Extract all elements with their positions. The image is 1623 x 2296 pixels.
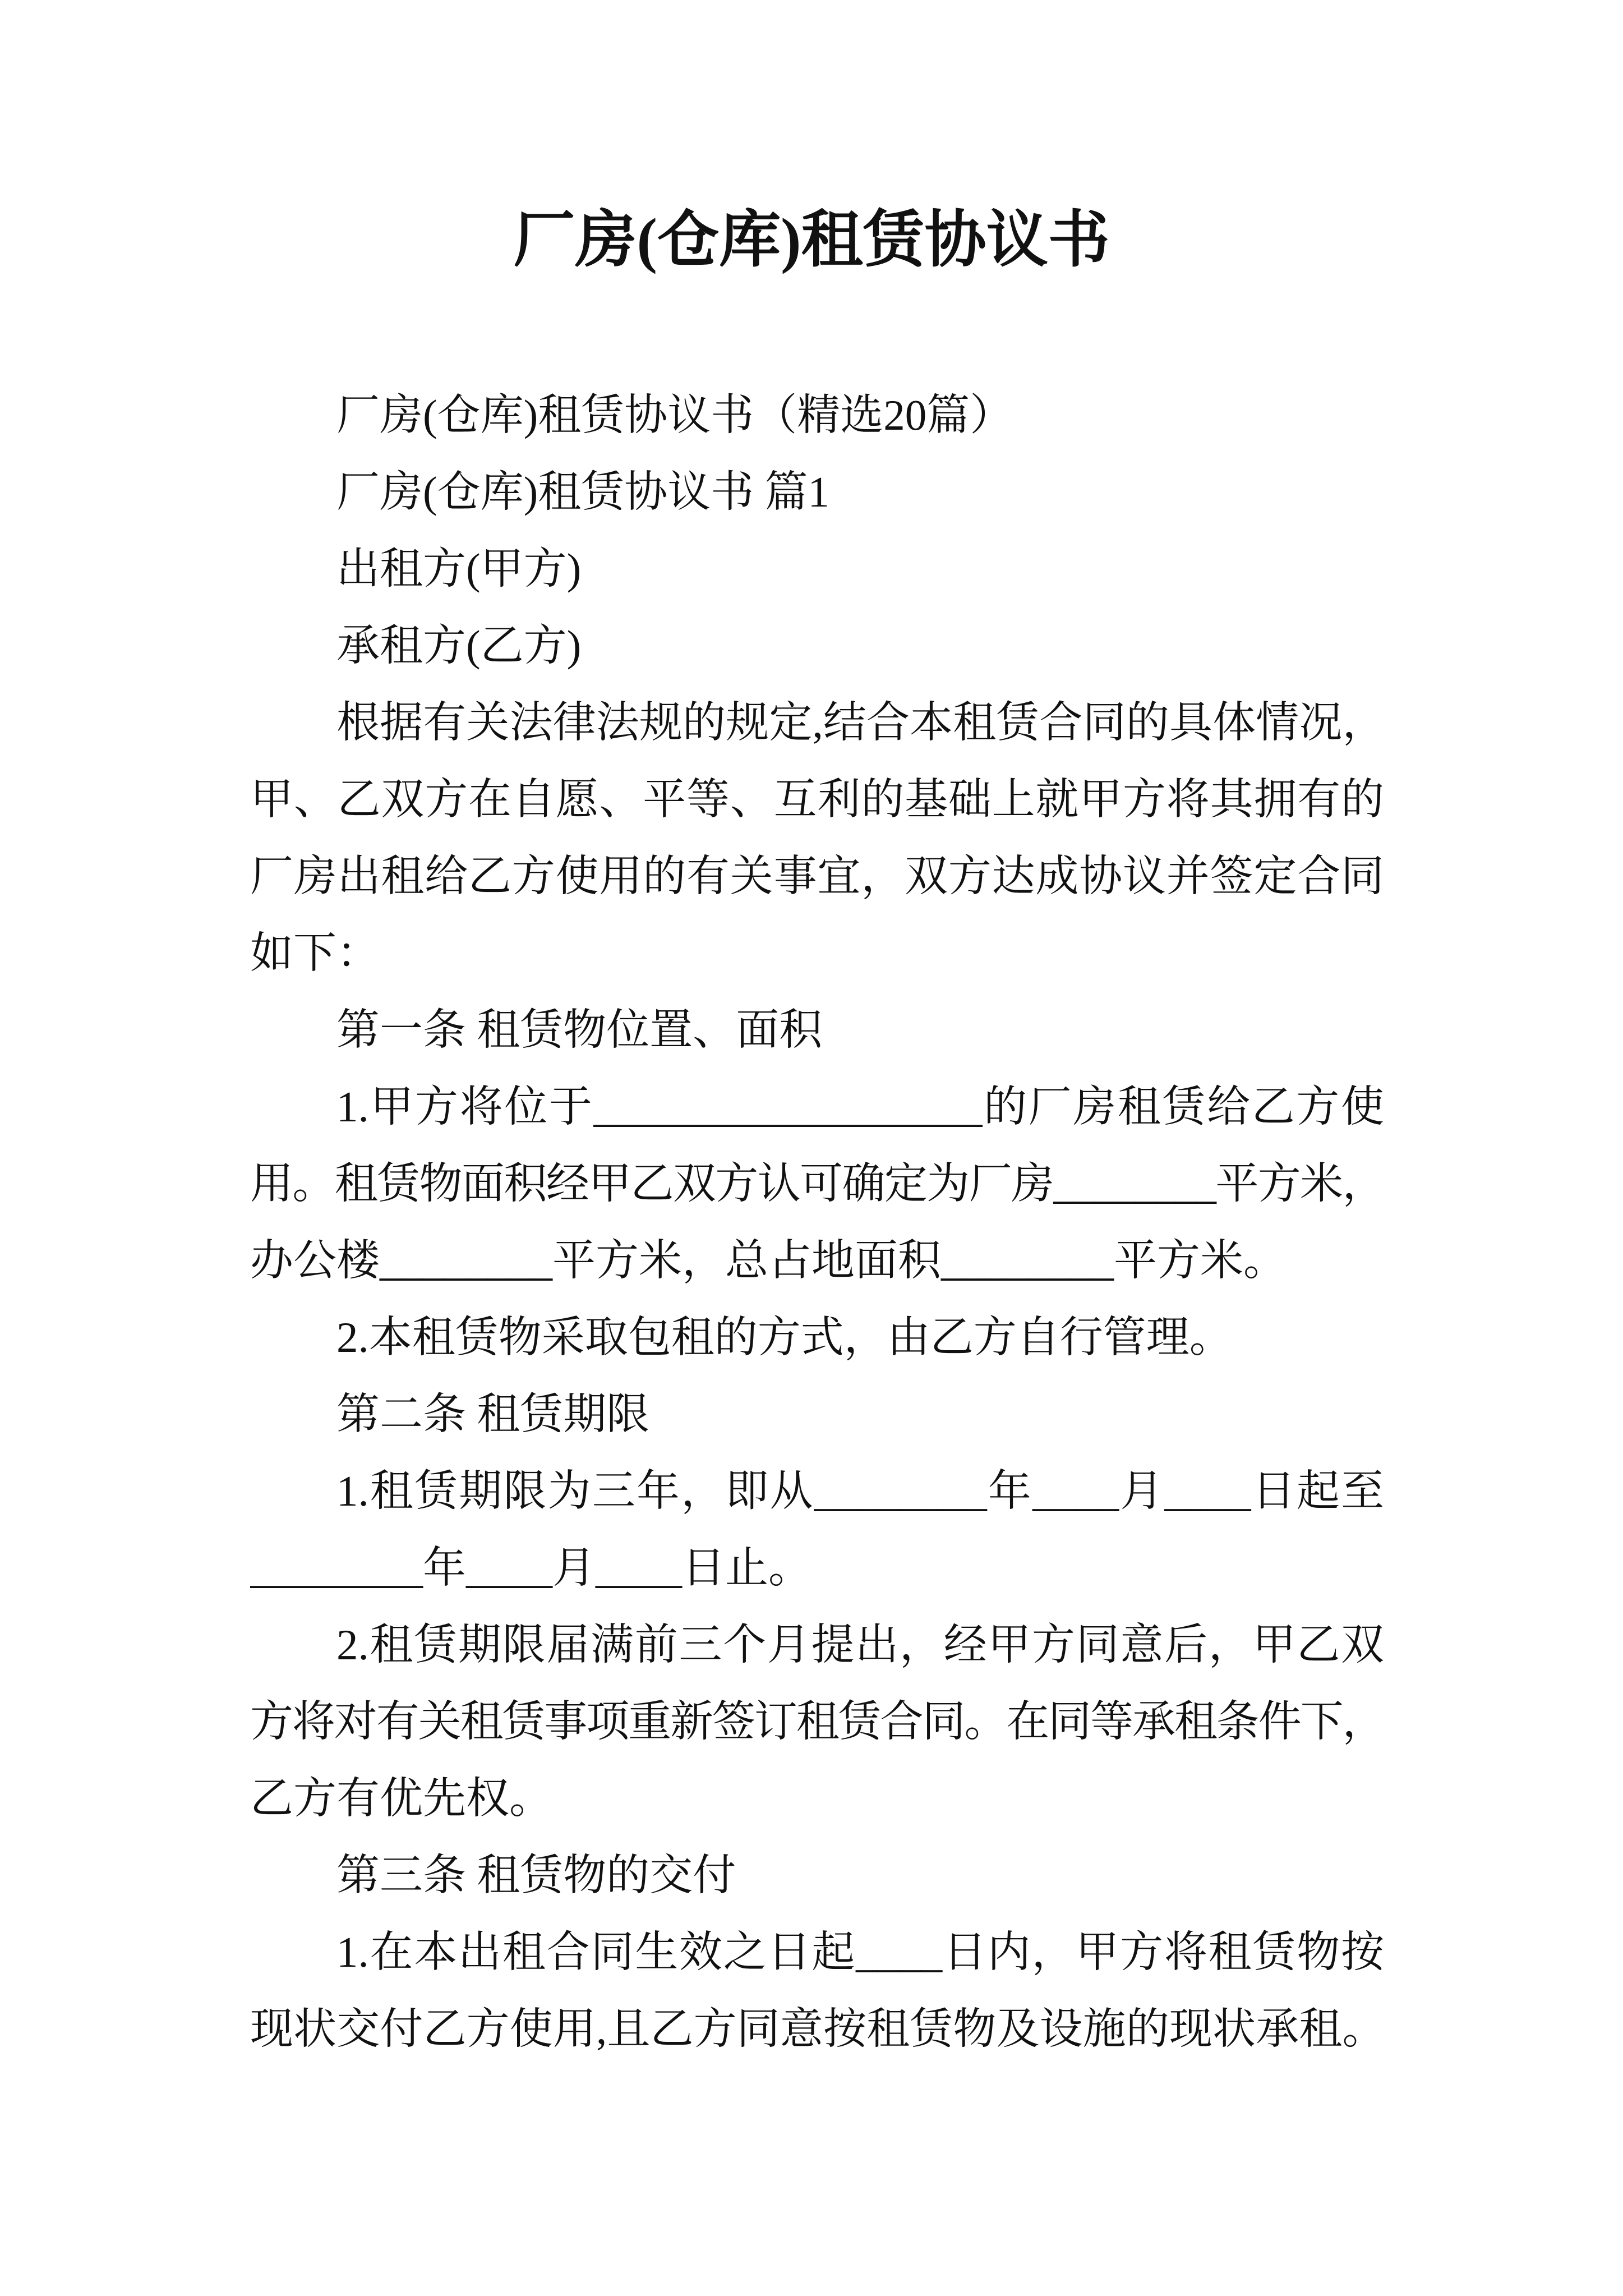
lessee-party-label: [250, 608, 1384, 684]
text-line: 1.甲方将位于__________________的厂房租赁给乙方使: [336, 1083, 1384, 1131]
document-body: [250, 377, 1384, 2068]
text-line: 甲、乙双方在自愿、平等、互利的基础上就甲方将其拥有的: [250, 775, 1384, 823]
text-line: 2.租赁期限届满前三个月提出，经甲方同意后，甲乙双: [336, 1621, 1384, 1669]
clause-3-1: [250, 1914, 1384, 2068]
article-1-heading: [250, 992, 1384, 1069]
text-line: 2.本租赁物采取包租的方式，由乙方自行管理。: [336, 1313, 1233, 1361]
clause-1-1: [250, 1069, 1384, 1299]
clause-1-2: [250, 1299, 1384, 1376]
text-line: 承租方(乙方): [336, 622, 582, 670]
text-line: 出租方(甲方): [336, 545, 582, 593]
preamble-paragraph: [250, 684, 1384, 992]
document-title: 厂房(仓库)租赁协议书: [513, 206, 1110, 274]
text-line: 厂房(仓库)租赁协议书 篇1: [336, 468, 830, 516]
text-line: 乙方有优先权。: [250, 1774, 552, 1823]
text-line: 第一条 租赁物位置、面积: [336, 1006, 823, 1054]
text-line: 用。租赁物面积经甲乙双方认可确定为厂房________平方米，: [250, 1159, 1384, 1208]
text-line: 第三条 租赁物的交付: [336, 1851, 736, 1899]
text-line: 现状交付乙方使用,且乙方同意按租赁物及设施的现状承租。: [250, 2005, 1384, 2053]
text-line: 办公楼________平方米，总占地面积________平方米。: [250, 1236, 1287, 1285]
text-line: 如下：: [250, 929, 380, 977]
piece-heading: [250, 454, 1384, 531]
clause-2-2: [250, 1607, 1384, 1837]
text-line: 根据有关法律法规的规定,结合本租赁合同的具体情况，: [336, 698, 1384, 747]
text-line: 方将对有关租赁事项重新签订租赁合同。在同等承租条件下，: [250, 1697, 1384, 1746]
text-line: ________年____月____日止。: [250, 1544, 811, 1592]
text-line: 厂房(仓库)租赁协议书（精选20篇）: [336, 391, 1013, 439]
text-line: 第二条 租赁期限: [336, 1390, 650, 1438]
text-line: 1.租赁期限为三年，即从________年____月____日起至: [336, 1467, 1384, 1515]
clause-2-1: [250, 1453, 1384, 1607]
lessor-party-label: [250, 531, 1384, 608]
collection-subtitle: [250, 377, 1384, 454]
article-2-heading: [250, 1376, 1384, 1453]
text-line: 1.在本出租合同生效之日起____日内，甲方将租赁物按: [336, 1928, 1384, 1976]
text-line: 厂房出租给乙方使用的有关事宜，双方达成协议并签定合同: [250, 852, 1384, 900]
article-3-heading: [250, 1837, 1384, 1914]
